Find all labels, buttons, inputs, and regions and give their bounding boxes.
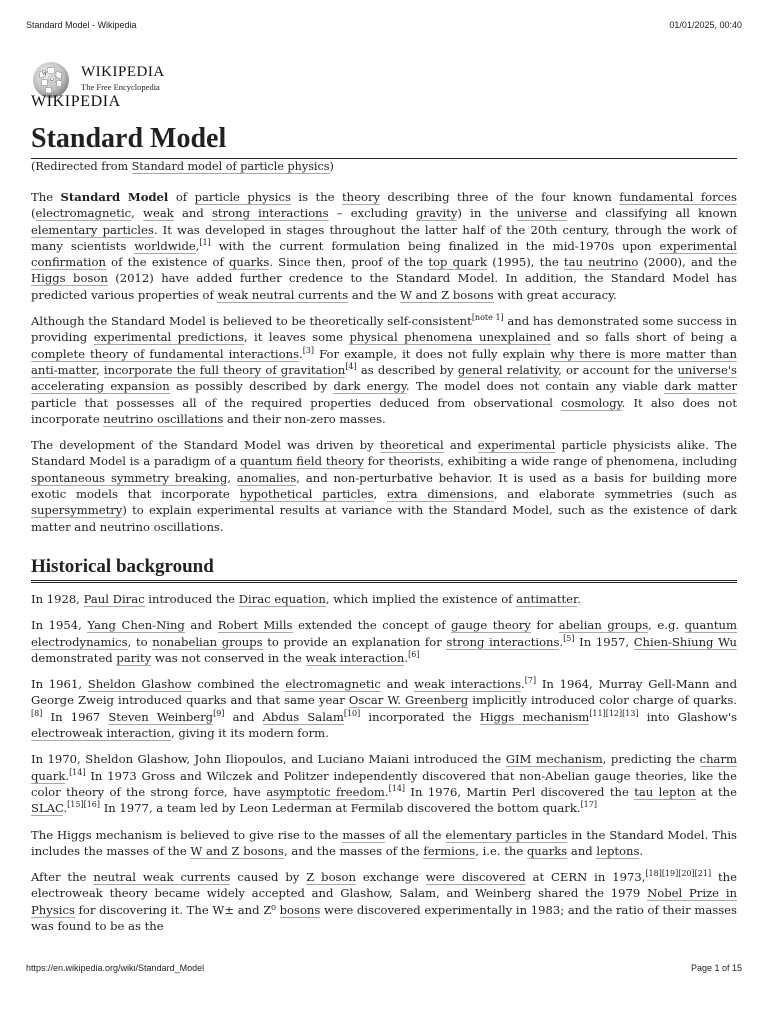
text-run: and so falls short of being a bbox=[550, 330, 738, 345]
text-run: . bbox=[63, 801, 68, 816]
wiki-link[interactable]: why there is more matter than anti-matter bbox=[31, 346, 737, 377]
redirect-note bbox=[31, 159, 737, 175]
bold-term: Standard Model bbox=[60, 190, 169, 204]
text-run: were discovered experimentally in 1983; and the ratio of their masses was found to be as the bbox=[31, 902, 737, 933]
wiki-link[interactable]: Paul Dirac bbox=[83, 591, 145, 606]
print-header-title: Standard Model - Wikipedia bbox=[26, 20, 137, 30]
text-run: into Glashow's bbox=[638, 709, 738, 724]
text-run: . bbox=[65, 768, 70, 783]
wiki-link[interactable]: incorporate the full theory of gravitation bbox=[103, 362, 346, 377]
wiki-link[interactable]: weak neutral currents bbox=[217, 287, 349, 302]
text-run: In 1967 bbox=[42, 709, 109, 724]
text-run: In 1954, bbox=[31, 618, 88, 633]
wiki-link[interactable]: dark matter bbox=[664, 379, 738, 394]
wiki-link[interactable]: worldwide bbox=[134, 238, 196, 253]
wiki-link[interactable]: quarks bbox=[526, 843, 568, 858]
text-run: . It also does not incorporate bbox=[31, 395, 737, 426]
text-run: , giving it its modern form. bbox=[170, 726, 329, 741]
wiki-link[interactable]: universe bbox=[516, 206, 568, 221]
wiki-link[interactable]: dark energy bbox=[333, 379, 406, 394]
wiki-link[interactable]: extra dimensions bbox=[387, 487, 494, 502]
text-run: combined the bbox=[191, 677, 286, 692]
article-content bbox=[31, 122, 737, 944]
text-run: , it leaves some bbox=[243, 330, 350, 345]
wiki-link[interactable]: weak bbox=[143, 206, 174, 221]
wiki-link[interactable]: Chien-Shiung Wu bbox=[633, 634, 738, 649]
wiki-link[interactable]: theory bbox=[342, 190, 381, 204]
wiki-link[interactable]: W and Z bosons bbox=[190, 843, 284, 858]
text-run: . Since then, proof of the bbox=[269, 255, 429, 270]
text-run: and bbox=[567, 843, 597, 858]
wiki-link[interactable]: elementary particles bbox=[31, 222, 154, 237]
text-run: . bbox=[384, 784, 389, 799]
reference-link[interactable]: [10] bbox=[343, 708, 361, 718]
text-run: particle physicists alike. The Standard Model is a paradigm of a bbox=[31, 438, 738, 469]
text-run: of the existence of bbox=[105, 255, 229, 270]
text-run: ) to explain experimental results at variance with the Standard Model, such as the existence of dark matter and neutrino oscillations. bbox=[31, 503, 737, 534]
wiki-link[interactable]: experimental bbox=[477, 438, 556, 453]
text-run: The development of the Standard Model was driven by bbox=[31, 438, 380, 453]
wiki-link[interactable]: elementary particles bbox=[445, 827, 568, 842]
text-run: . bbox=[404, 650, 409, 665]
wiki-link[interactable]: antimatter bbox=[516, 591, 578, 606]
text-run: , e.g. bbox=[648, 618, 685, 633]
wiki-link[interactable]: hypothetical particles bbox=[239, 487, 374, 502]
text-run: In 1976, Martin Perl discovered the bbox=[405, 784, 635, 799]
wiki-link[interactable]: Robert Mills bbox=[217, 618, 293, 633]
text-run: (1995), the bbox=[487, 255, 564, 270]
wiki-link[interactable]: quantum electrodynamics bbox=[31, 618, 738, 649]
text-run: , bbox=[131, 206, 144, 221]
wiki-link[interactable]: gauge theory bbox=[451, 618, 531, 633]
text-run: After the bbox=[31, 870, 94, 885]
intro-paragraph bbox=[31, 189, 737, 303]
text-run: – excluding bbox=[328, 206, 417, 221]
section-paragraph bbox=[31, 869, 737, 934]
wiki-link[interactable]: W and Z bosons bbox=[400, 287, 494, 302]
text-run: with the current formulation being finalized in the mid-1970s upon bbox=[210, 238, 660, 253]
wiki-link[interactable]: parity bbox=[116, 650, 152, 665]
svg-text:W: W bbox=[42, 72, 47, 77]
redirect-link[interactable]: Standard model of particle physics bbox=[131, 160, 330, 173]
wiki-link[interactable]: complete theory of fundamental interactions bbox=[31, 346, 300, 361]
wiki-link[interactable]: bosons bbox=[279, 902, 321, 917]
wiki-link[interactable]: GIM mechanism bbox=[505, 752, 603, 767]
redirect-suffix: ) bbox=[329, 160, 334, 173]
text-run: incorporated the bbox=[360, 709, 480, 724]
wiki-link[interactable]: neutral weak currents bbox=[93, 870, 231, 885]
reference-link[interactable]: [1] bbox=[199, 238, 211, 248]
print-footer-page-number: Page 1 of 15 bbox=[690, 963, 742, 973]
wiki-link[interactable]: Steven Weinberg bbox=[108, 709, 214, 724]
wiki-link[interactable]: nonabelian groups bbox=[152, 634, 263, 649]
wiki-link[interactable]: spontaneous symmetry breaking bbox=[31, 470, 228, 485]
text-run: describing three of the four known bbox=[380, 190, 620, 204]
wiki-link[interactable]: Higgs boson bbox=[31, 271, 108, 286]
text-run: , and the masses of the bbox=[283, 843, 424, 858]
intro-paragraph bbox=[31, 437, 737, 535]
wikipedia-tagline: The Free Encyclopedia bbox=[81, 82, 160, 92]
text-run: and the bbox=[348, 287, 401, 302]
wiki-link[interactable]: weak interaction bbox=[305, 650, 405, 665]
reference-link[interactable]: [18][19][20][21] bbox=[645, 869, 712, 879]
wiki-link[interactable]: experimental confirmation bbox=[31, 238, 737, 270]
text-run: , to bbox=[127, 634, 153, 649]
text-run: , predicting the bbox=[602, 752, 700, 767]
reference-link[interactable]: [note 1] bbox=[471, 313, 504, 323]
wiki-link[interactable]: tau lepton bbox=[634, 784, 696, 799]
wiki-link[interactable]: fermions bbox=[423, 843, 476, 858]
page-title: Standard Model bbox=[31, 122, 737, 159]
reference-link[interactable]: [7] bbox=[524, 676, 537, 686]
text-run: . bbox=[559, 634, 564, 649]
text-run: In 1928, bbox=[31, 591, 84, 606]
wiki-link[interactable]: Oscar W. Greenberg bbox=[348, 693, 469, 708]
wiki-link[interactable]: gravity bbox=[416, 206, 458, 221]
text-run: , or account for the bbox=[558, 362, 678, 377]
svg-text:Ω: Ω bbox=[50, 78, 54, 83]
print-header bbox=[26, 20, 742, 30]
wiki-link[interactable]: Nobel Prize in Physics bbox=[31, 886, 737, 917]
text-run: , i.e. the bbox=[475, 843, 527, 858]
wikipedia-wordmark-secondary: WIKIPEDIA bbox=[31, 93, 121, 110]
wiki-link[interactable]: strong interactions bbox=[211, 206, 329, 221]
text-run: In 1973 Gross and Wilczek and Politzer independently discovered that non-Abelian gauge theories, like the color theory of the strong force, have bbox=[31, 768, 737, 799]
wiki-link[interactable]: were discovered bbox=[425, 870, 526, 885]
text-run: ( bbox=[31, 206, 36, 221]
print-footer bbox=[26, 963, 742, 973]
wikipedia-wordmark: WIKIPEDIA bbox=[81, 64, 165, 80]
text-run: and classifying all known bbox=[567, 206, 737, 221]
text-run: exchange bbox=[355, 870, 426, 885]
text-run: and bbox=[173, 206, 212, 221]
wiki-link[interactable]: universe's accelerating expansion bbox=[31, 362, 737, 394]
section-paragraph bbox=[31, 751, 737, 816]
text-run: is the bbox=[290, 190, 342, 204]
text-run: in the Standard Model. This includes the masses of the bbox=[31, 827, 738, 858]
text-run: for theorists, exhibiting a wide range of phenomena, including bbox=[363, 454, 737, 469]
section-paragraph bbox=[31, 827, 737, 860]
text-run: . It was developed in stages throughout the latter half of the 20th century, through the work of many scientists bbox=[31, 222, 737, 253]
text-run: , bbox=[195, 238, 200, 253]
text-run: , and non-perturbative behavior. It is used as a basis for building more exotic models that incorporate bbox=[31, 470, 737, 502]
text-run: for bbox=[530, 618, 559, 633]
text-run: and their non-zero masses. bbox=[223, 411, 386, 426]
text-run: The bbox=[31, 190, 61, 204]
reference-link[interactable]: [9] bbox=[213, 708, 225, 718]
reference-link[interactable]: [6] bbox=[408, 649, 420, 659]
wiki-link[interactable]: theoretical bbox=[379, 438, 444, 453]
text-run: and bbox=[380, 677, 415, 692]
text-run: . bbox=[577, 591, 581, 606]
text-run: the electroweak theory became widely accepted and Glashow, Salam, and Weinberg shared the 1979 bbox=[31, 870, 737, 901]
text-run: and bbox=[184, 618, 218, 633]
wiki-link[interactable]: electromagnetic bbox=[35, 206, 132, 221]
text-run: . bbox=[521, 677, 525, 692]
text-run: , and elaborate symmetries (such as bbox=[493, 487, 737, 502]
wiki-link[interactable]: electroweak interaction bbox=[31, 726, 171, 741]
text-run: . bbox=[299, 346, 303, 361]
reference-link[interactable]: [11][12][13] bbox=[589, 708, 639, 718]
text-run: In 1970, Sheldon Glashow, John Iliopoulos, and Luciano Maiani introduced the bbox=[31, 752, 506, 767]
wiki-link[interactable]: top quark bbox=[428, 255, 488, 270]
text-run: particle that possesses all of the required properties deduced from observational bbox=[31, 395, 562, 410]
print-header-timestamp: 01/01/2025, 00:40 bbox=[669, 20, 742, 30]
wikipedia-logo[interactable] bbox=[31, 59, 231, 115]
reference-link[interactable]: [5] bbox=[563, 633, 575, 643]
wiki-link[interactable]: Yang Chen-Ning bbox=[87, 618, 185, 633]
text-run: implicitly introduced color charge of quarks. bbox=[468, 693, 737, 708]
text-run: (2012) have added further credence to the Standard Model. In addition, the Standard Model has predicted various properties of bbox=[31, 271, 737, 302]
text-run: extended the concept of bbox=[292, 618, 452, 633]
text-run: , bbox=[373, 487, 388, 502]
redirect-prefix: (Redirected from bbox=[31, 160, 132, 173]
wiki-link[interactable]: abelian groups bbox=[558, 618, 649, 633]
wiki-link[interactable]: asymptotic freedom bbox=[266, 784, 385, 799]
text-run: In 1964, Murray Gell-Mann and George Zweig introduced quarks and that same year bbox=[31, 677, 737, 708]
text-run: For example, it does not fully explain bbox=[314, 346, 551, 361]
wiki-link[interactable]: anomalies bbox=[236, 470, 297, 485]
text-run: , bbox=[96, 362, 104, 377]
wiki-link[interactable]: Abdus Salam bbox=[262, 709, 344, 724]
text-run: at CERN in 1973, bbox=[525, 870, 646, 885]
text-run: as possibly described by bbox=[169, 379, 334, 394]
reference-link[interactable]: [4] bbox=[345, 362, 357, 372]
wiki-link[interactable]: particle physics bbox=[194, 190, 291, 204]
text-run: for discovering it. The W± and Z⁰ bbox=[74, 902, 280, 917]
reference-link[interactable]: [15][16] bbox=[67, 800, 101, 810]
reference-link[interactable]: [17] bbox=[580, 800, 597, 810]
text-run: to provide an explanation for bbox=[262, 634, 447, 649]
wiki-link[interactable]: electromagnetic bbox=[285, 677, 381, 692]
wiki-link[interactable]: SLAC bbox=[31, 801, 64, 816]
text-run: (2000), and the bbox=[638, 255, 737, 270]
intro-paragraph bbox=[31, 313, 737, 427]
wiki-link[interactable]: Dirac equation bbox=[238, 591, 326, 606]
text-run: caused by bbox=[230, 870, 307, 885]
text-run: , bbox=[227, 470, 237, 485]
wiki-link[interactable]: quarks bbox=[228, 255, 270, 270]
text-run: and bbox=[443, 438, 478, 453]
section-paragraph bbox=[31, 676, 737, 741]
wiki-link[interactable]: fundamental forces bbox=[619, 190, 737, 204]
text-run: and has demonstrated some success in providing bbox=[31, 314, 738, 345]
wiki-link[interactable]: leptons bbox=[596, 843, 640, 858]
reference-link[interactable]: [3] bbox=[302, 345, 315, 355]
text-run: The Higgs mechanism is believed to give rise to the bbox=[31, 827, 343, 842]
wiki-link[interactable]: Sheldon Glashow bbox=[87, 677, 192, 692]
text-run: ) in the bbox=[457, 206, 517, 221]
reference-link[interactable]: [14] bbox=[69, 767, 86, 777]
wiki-link[interactable]: physical phenomena unexplained bbox=[349, 330, 551, 345]
text-run: of bbox=[168, 190, 195, 204]
text-run: as described by bbox=[356, 362, 458, 377]
wiki-link[interactable]: tau neutrino bbox=[563, 255, 639, 270]
wiki-link[interactable]: weak interactions bbox=[414, 677, 522, 692]
text-run: , which implied the existence of bbox=[325, 591, 517, 606]
wiki-link[interactable]: neutrino oscillations bbox=[103, 411, 224, 426]
text-run: demonstrated bbox=[31, 650, 117, 665]
text-run: . bbox=[639, 843, 644, 858]
wiki-link[interactable]: charm quark bbox=[31, 752, 738, 783]
text-run: and bbox=[224, 709, 263, 724]
wiki-link[interactable]: supersymmetry bbox=[31, 503, 123, 518]
text-run: was not conserved in the bbox=[151, 650, 306, 665]
wiki-link[interactable]: strong interactions bbox=[446, 634, 560, 649]
section-paragraph bbox=[31, 591, 737, 607]
text-run: In 1977, a team led by Leon Lederman at Fermilab discovered the bottom quark. bbox=[100, 801, 581, 816]
text-run: at the bbox=[695, 784, 737, 799]
text-run: introduced the bbox=[144, 591, 239, 606]
wiki-link[interactable]: masses bbox=[342, 827, 385, 842]
reference-link[interactable]: [14] bbox=[388, 784, 406, 794]
wiki-link[interactable]: cosmology bbox=[561, 395, 622, 410]
reference-link[interactable]: [8] bbox=[31, 708, 43, 718]
print-footer-url: https://en.wikipedia.org/wiki/Standard_Model bbox=[26, 963, 205, 973]
wiki-link[interactable]: Z boson bbox=[306, 870, 356, 885]
text-run: In 1957, bbox=[574, 634, 634, 649]
section-heading-historical-background: Historical background bbox=[31, 555, 737, 583]
text-run: Although the Standard Model is believed to be theoretically self-consistent bbox=[31, 314, 472, 329]
section-paragraph bbox=[31, 617, 737, 666]
wiki-link[interactable]: experimental predictions bbox=[93, 330, 244, 345]
text-run: with great accuracy. bbox=[493, 287, 617, 302]
wiki-link[interactable]: quantum field theory bbox=[240, 454, 364, 469]
text-run: . The model does not contain any viable bbox=[405, 379, 665, 394]
wiki-link[interactable]: general relativity bbox=[457, 362, 559, 377]
text-run: of all the bbox=[384, 827, 446, 842]
text-run: In 1961, bbox=[31, 677, 88, 692]
wiki-link[interactable]: Higgs mechanism bbox=[479, 709, 590, 724]
